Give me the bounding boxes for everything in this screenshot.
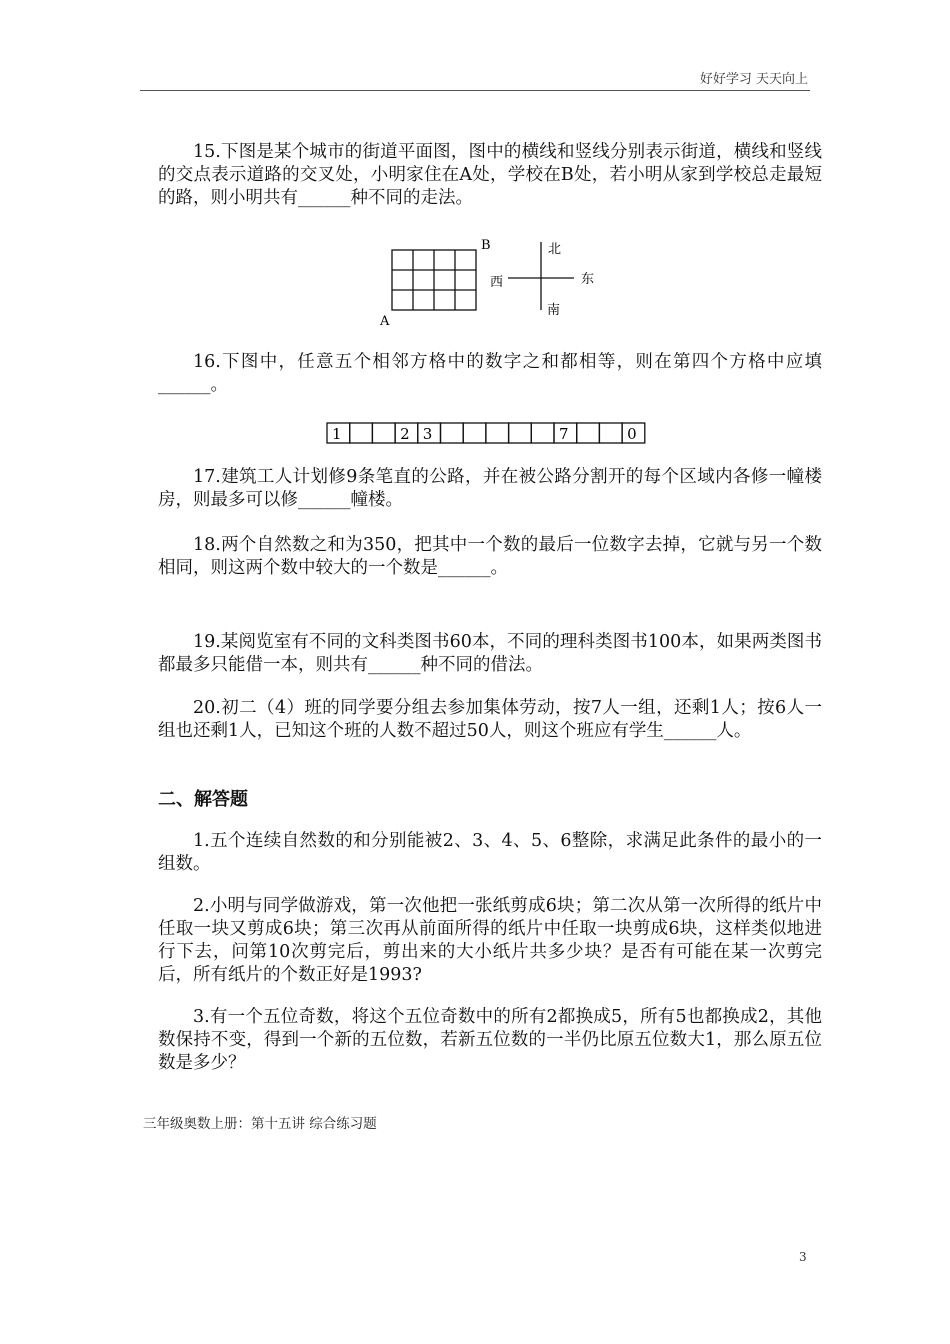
- question-19: [158, 631, 822, 677]
- question-16: [158, 351, 822, 397]
- question-16-text: 16.下图中，任意五个相邻方格中的数字之和都相等，则在第四个方格中应填______。: [158, 352, 822, 395]
- question-19-text: 19.某阅览室有不同的文科类图书60本，不同的理科类图书100本，如果两类图书都最多只能借一本，则共有______种不同的借法。: [158, 632, 822, 675]
- problem-1-text: 1.五个连续自然数的和分别能被2、3、4、5、6整除，求满足此条件的最小的一组数。: [158, 831, 822, 874]
- problem-3: [158, 1006, 822, 1075]
- question-17-text: 17.建筑工人计划修9条笔直的公路，并在被公路分割开的每个区域内各修一幢楼房，则最多可以修______幢楼。: [158, 467, 822, 510]
- problem-2: [158, 895, 822, 987]
- number-strip-figure: [326, 420, 656, 446]
- question-18-text: 18.两个自然数之和为350，把其中一个数的最后一位数字去掉，它就与另一个数相同，则这两个数中较大的一个数是______。: [158, 535, 822, 578]
- strip-cell: [531, 423, 554, 443]
- point-b-label: B: [481, 238, 491, 253]
- question-15-text: 15.下图是某个城市的街道平面图，图中的横线和竖线分别表示街道，横线和竖线的交点表示道路的交叉处，小明家住在A处，学校在B处，若小明从家到学校总走最短的路，则小明共有______种不同的走法。: [158, 142, 822, 208]
- footer-text: 三年级奥数上册：第十五讲 综合练习题: [143, 1116, 377, 1132]
- question-15: [158, 141, 822, 210]
- strip-cell: [486, 423, 509, 443]
- strip-cell: [599, 423, 622, 443]
- strip-cell: [577, 423, 600, 443]
- problem-2-text: 2.小明与同学做游戏，第一次他把一张纸剪成6块；第二次从第一次所得的纸片中任取一块又剪成6块；第三次再从前面所得的纸片中任取一块剪成6块，这样类似地进行下去，问第10次剪完后，剪出来的大小纸片共多少块？是否有可能在某一次剪完后，所有纸片的个数正好是1993?: [158, 896, 822, 985]
- strip-cell-value: 7: [559, 425, 569, 443]
- problem-3-text: 3.有一个五位奇数，将这个五位奇数中的所有2都换成5，所有5也都换成2，其他数保持不变，得到一个新的五位数，若新五位数的一半仍比原五位数大1，那么原五位数是多少？: [158, 1007, 822, 1073]
- street-grid: [392, 250, 476, 310]
- compass-east: 东: [581, 272, 595, 287]
- header-text: 好好学习 天天向上: [699, 72, 808, 87]
- street-grid-figure: [375, 232, 605, 332]
- page-header: [140, 66, 810, 91]
- question-20: [158, 697, 822, 743]
- compass: [508, 242, 574, 310]
- strip-cell: [463, 423, 486, 443]
- number-strip: [327, 423, 645, 443]
- strip-cell-value: 1: [332, 425, 342, 443]
- strip-cell: [350, 423, 373, 443]
- compass-west: 西: [490, 275, 504, 290]
- strip-cell: [509, 423, 532, 443]
- strip-cell: [441, 423, 464, 443]
- compass-south: 南: [547, 303, 561, 318]
- question-18: [158, 534, 822, 580]
- point-a-label: A: [380, 314, 390, 329]
- compass-north: 北: [548, 242, 562, 257]
- question-17: [158, 466, 822, 512]
- section-title: 二、解答题: [158, 789, 248, 810]
- strip-cell-value: 3: [422, 425, 433, 443]
- page-number: 3: [799, 1250, 807, 1264]
- strip-cell-value: 0: [627, 425, 637, 443]
- problem-1: [158, 830, 822, 876]
- strip-cell: [372, 423, 395, 443]
- strip-cell-value: 2: [400, 425, 410, 443]
- question-20-text: 20.初二（4）班的同学要分组去参加集体劳动，按7人一组，还剩1人；按6人一组也还剩1人，已知这个班的人数不超过50人，则这个班应有学生______人。: [158, 698, 822, 741]
